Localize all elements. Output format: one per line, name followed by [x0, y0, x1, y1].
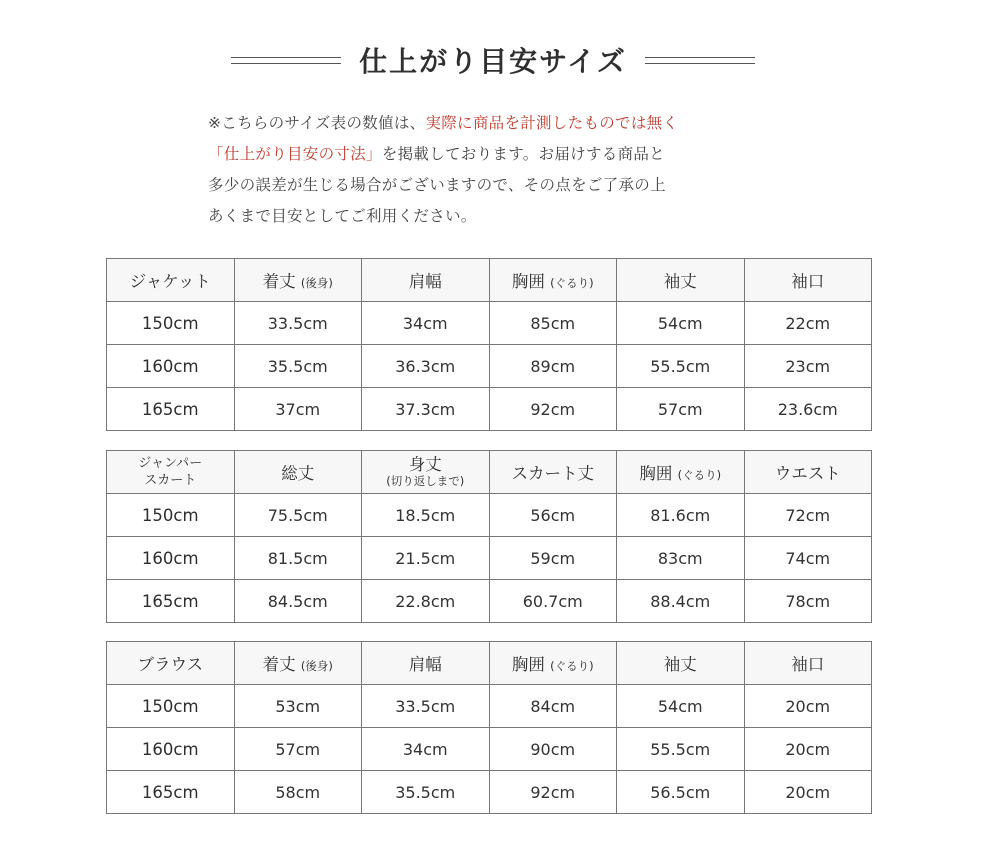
- table-cell: 92cm: [489, 388, 617, 431]
- size-label: 150cm: [107, 685, 235, 728]
- header-cell: 胸囲 (ぐるり): [489, 259, 617, 302]
- table-cell: 84cm: [489, 685, 617, 728]
- header-cell: 袖丈: [617, 259, 745, 302]
- jacket-size-table: [106, 258, 872, 431]
- note-line-3: 多少の誤差が生じる場合がございますので、その点をご了承の上: [208, 176, 666, 194]
- jumper-skirt-size-table: [106, 450, 872, 623]
- page-title: 仕上がり目安サイズ: [359, 45, 627, 78]
- table-cell: 89cm: [489, 345, 617, 388]
- header-cell: 肩幅: [362, 642, 490, 685]
- blouse-label: ブラウス: [107, 642, 235, 685]
- note-highlight: 「仕上がり目安の寸法」: [208, 145, 382, 163]
- header-cell: 肩幅: [362, 259, 490, 302]
- table-cell: 85cm: [489, 302, 617, 345]
- table-cell: 34cm: [362, 728, 490, 771]
- table-cell: 55.5cm: [617, 345, 745, 388]
- size-label: 160cm: [107, 728, 235, 771]
- table-cell: 75.5cm: [234, 494, 362, 537]
- note-text: ※こちらのサイズ表の数値は、: [208, 114, 426, 132]
- header-cell: 着丈 (後身): [234, 642, 362, 685]
- table-cell: 54cm: [617, 685, 745, 728]
- table-cell: 33.5cm: [234, 302, 362, 345]
- header-cell: 着丈 (後身): [234, 259, 362, 302]
- table-cell: 22.8cm: [362, 580, 490, 623]
- table-cell: 36.3cm: [362, 345, 490, 388]
- header-cell: 袖口: [744, 642, 872, 685]
- blouse-size-table: [106, 641, 872, 814]
- table-cell: 55.5cm: [617, 728, 745, 771]
- table-cell: 22cm: [744, 302, 872, 345]
- table-cell: 78cm: [744, 580, 872, 623]
- table-row: [107, 388, 872, 431]
- table-cell: 88.4cm: [617, 580, 745, 623]
- table-cell: 54cm: [617, 302, 745, 345]
- jacket-label: ジャケット: [107, 259, 235, 302]
- table-cell: 92cm: [489, 771, 617, 814]
- size-label: 165cm: [107, 771, 235, 814]
- size-note: [208, 108, 808, 232]
- table-cell: 90cm: [489, 728, 617, 771]
- table-cell: 57cm: [234, 728, 362, 771]
- header-cell: スカート丈: [489, 451, 617, 494]
- table-row: [107, 345, 872, 388]
- size-label: 150cm: [107, 302, 235, 345]
- table-cell: 20cm: [744, 728, 872, 771]
- table-row: [107, 302, 872, 345]
- table-cell: 33.5cm: [362, 685, 490, 728]
- table-cell: 81.5cm: [234, 537, 362, 580]
- title-rule-right: [645, 57, 755, 64]
- table-cell: 59cm: [489, 537, 617, 580]
- table-cell: 37.3cm: [362, 388, 490, 431]
- table-cell: 20cm: [744, 685, 872, 728]
- table-cell: 56cm: [489, 494, 617, 537]
- table-cell: 57cm: [617, 388, 745, 431]
- page-title-row: [0, 38, 986, 82]
- header-cell: 胸囲 (ぐるり): [617, 451, 745, 494]
- table-cell: 72cm: [744, 494, 872, 537]
- table-cell: 23cm: [744, 345, 872, 388]
- note-text: を掲載しております。お届けする商品と: [381, 145, 665, 163]
- note-highlight: 実際に商品を計測したものでは無く: [425, 114, 679, 132]
- table-cell: 20cm: [744, 771, 872, 814]
- table-cell: 23.6cm: [744, 388, 872, 431]
- table-header-row: [107, 259, 872, 302]
- header-cell: 胸囲 (ぐるり): [489, 642, 617, 685]
- jumper-skirt-label: ジャンパー スカート: [107, 451, 235, 494]
- table-row: [107, 537, 872, 580]
- table-row: [107, 685, 872, 728]
- size-label: 150cm: [107, 494, 235, 537]
- header-cell: 身丈 (切り返しまで): [362, 451, 490, 494]
- table-row: [107, 494, 872, 537]
- note-line-1: [208, 108, 808, 139]
- size-label: 165cm: [107, 580, 235, 623]
- table-cell: 35.5cm: [234, 345, 362, 388]
- table-cell: 74cm: [744, 537, 872, 580]
- header-cell: 総丈: [234, 451, 362, 494]
- table-row: [107, 580, 872, 623]
- table-cell: 60.7cm: [489, 580, 617, 623]
- table-cell: 53cm: [234, 685, 362, 728]
- header-cell: ウエスト: [744, 451, 872, 494]
- table-cell: 84.5cm: [234, 580, 362, 623]
- note-line-4: あくまで目安としてご利用ください。: [208, 207, 477, 225]
- table-cell: 35.5cm: [362, 771, 490, 814]
- table-cell: 21.5cm: [362, 537, 490, 580]
- table-cell: 18.5cm: [362, 494, 490, 537]
- table-row: [107, 771, 872, 814]
- title-rule-left: [231, 57, 341, 64]
- table-cell: 34cm: [362, 302, 490, 345]
- size-label: 160cm: [107, 537, 235, 580]
- header-cell: 袖口: [744, 259, 872, 302]
- table-cell: 58cm: [234, 771, 362, 814]
- table-row: [107, 728, 872, 771]
- table-header-row: [107, 642, 872, 685]
- table-cell: 81.6cm: [617, 494, 745, 537]
- table-header-row: [107, 451, 872, 494]
- size-label: 160cm: [107, 345, 235, 388]
- size-label: 165cm: [107, 388, 235, 431]
- table-cell: 83cm: [617, 537, 745, 580]
- table-cell: 37cm: [234, 388, 362, 431]
- table-cell: 56.5cm: [617, 771, 745, 814]
- note-line-2: [208, 139, 808, 170]
- header-cell: 袖丈: [617, 642, 745, 685]
